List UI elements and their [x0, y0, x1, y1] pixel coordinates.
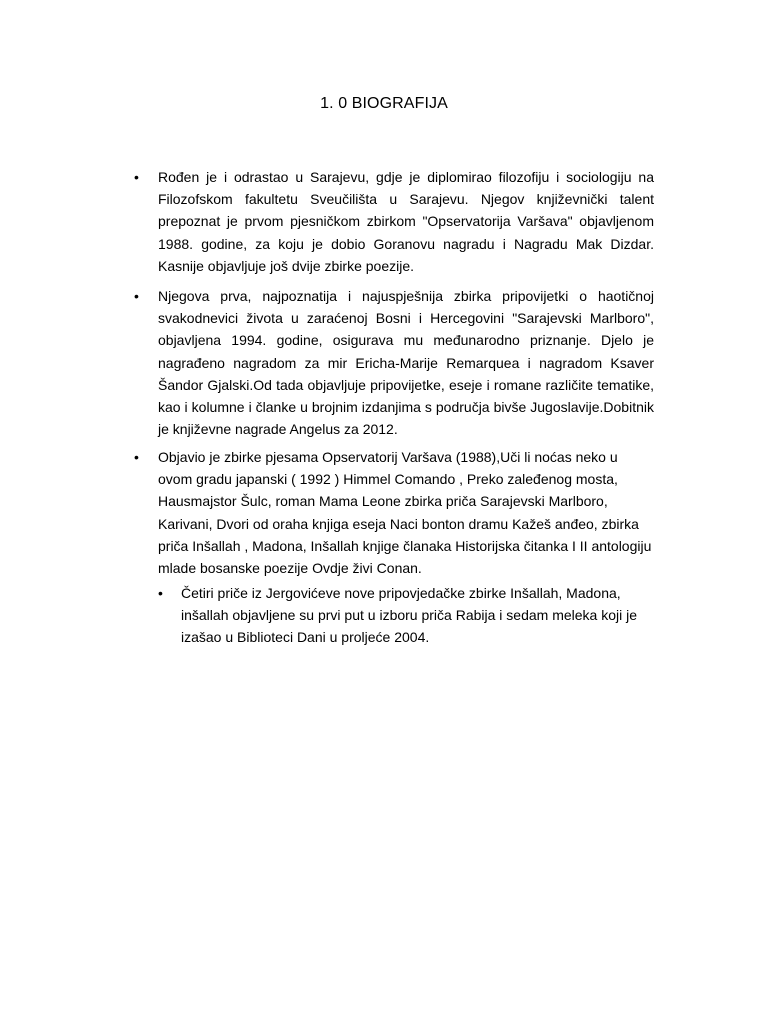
- page-title: 1. 0 BIOGRAFIJA: [320, 95, 448, 112]
- bullet-icon: •: [134, 169, 139, 185]
- list-item-text: Objavio je zbirke pjesama Opservatorij Varšava (1988),Uči li noćas neko u ovom gradu japanski ( 1992 ) Himmel Comando , Preko zaleđenog mosta, Hausmajstor Šulc, roman Mama Leone zbirka priča Sarajevski Marlboro, Karivani, Dvori od oraha knjiga eseja Naci bonton dramu Kažeš anđeo, zbirka priča Inšallah , Madona, Inšallah knjige članaka Historijska čitanka I II antologiju mlade bosanske poezije Ovdje živi Conan.: [158, 449, 652, 577]
- bullet-icon: •: [134, 449, 139, 465]
- bullet-icon: •: [158, 585, 163, 601]
- list-item-text: Njegova prva, najpoznatija i najuspješnija zbirka pripovijetki o haotičnoj svakodnevici života u zaraćenoj Bosni i Hercegovini "Sarajevski Marlboro", objavljena 1994. godine, osigurava mu međunarodno priznanje. Djelo je nagrađeno nagradom za mir Ericha-Marije Remarquea i nagradom Ksaver Šandor Gjalski.Od tada objavljuje pripovijetke, eseje i romane različite tematike, kao i kolumne i članke u brojnim izdanjima s područja bivše Jugoslavije.Dobitnik je književne nagrade Angelus za 2012.: [158, 288, 654, 438]
- list-item-text: Rođen je i odrastao u Sarajevu, gdje je diplomirao filozofiju i sociologiju na Filozofskom fakultetu Sveučilišta u Sarajevu. Njegov književnički talent prepoznat je prvom pjesničkom zbirkom "Opservatorija Varšava" objavljenom 1988. godine, za koju je dobio Goranovu nagradu i Nagradu Mak Dizdar. Kasnije objavljuje još dvije zbirke poezije.: [158, 169, 654, 274]
- bullet-icon: •: [134, 288, 139, 304]
- sub-list-item-text: Četiri priče iz Jergovićeve nove pripovjedačke zbirke Inšallah, Madona, inšallah objavljene su prvi put u izboru priča Rabija i sedam meleka koji je izašao u Biblioteci Dani u proljeće 2004.: [181, 585, 638, 646]
